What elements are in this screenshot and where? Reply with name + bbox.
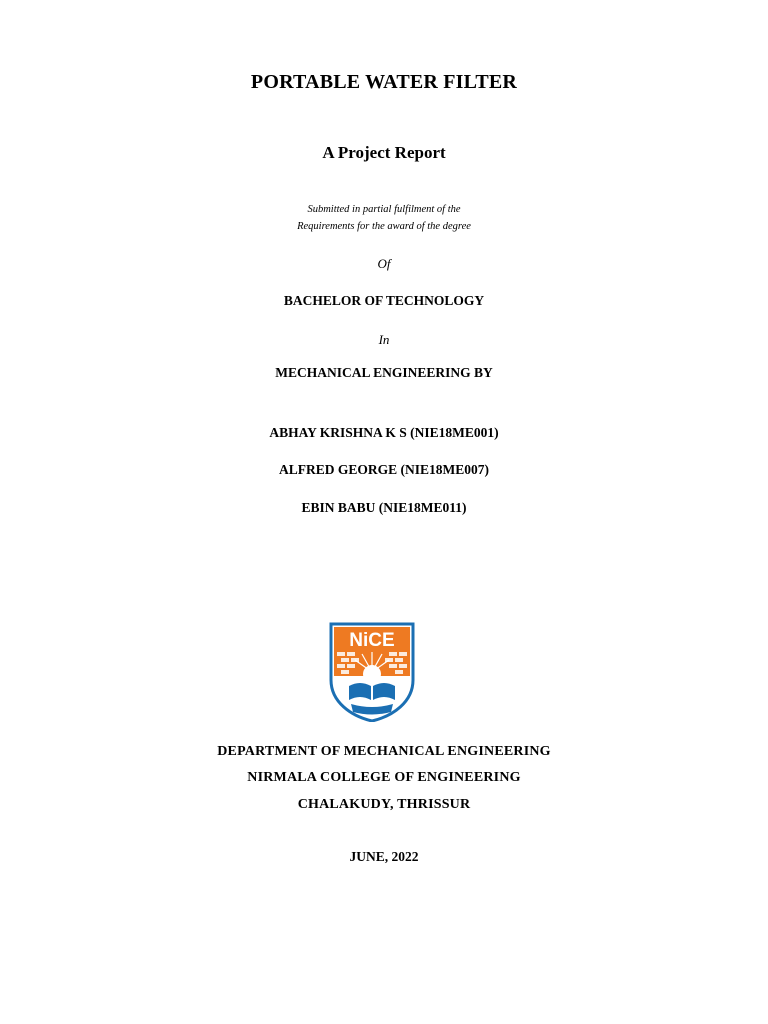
- nice-emblem: [329, 622, 415, 722]
- logo-text: NiCE: [349, 630, 395, 651]
- in-text: In: [378, 332, 390, 347]
- report-subtitle: A Project Report: [322, 143, 446, 162]
- student-name-2: ALFRED GEORGE (NIE18ME007): [278, 462, 489, 477]
- of-text: Of: [377, 256, 391, 271]
- report-date: JUNE, 2022: [349, 849, 419, 864]
- submitted-line-2: Requirements for the award of the degree: [297, 221, 471, 232]
- degree-name: BACHELOR OF TECHNOLOGY: [283, 293, 485, 308]
- submitted-line-1: Submitted in partial fulfilment of the: [307, 204, 461, 215]
- logo-sun: [363, 665, 381, 683]
- branch-name: MECHANICAL ENGINEERING BY: [275, 365, 493, 380]
- student-name-3: EBIN BABU (NIE18ME011): [301, 500, 467, 515]
- department-name: DEPARTMENT OF MECHANICAL ENGINEERING: [217, 744, 551, 759]
- college-name: NIRMALA COLLEGE OF ENGINEERING: [247, 770, 521, 785]
- college-location: CHALAKUDY, THRISSUR: [297, 797, 471, 812]
- student-name-1: ABHAY KRISHNA K S (NIE18ME001): [269, 425, 499, 440]
- report-title: PORTABLE WATER FILTER: [250, 71, 518, 93]
- college-logo: [329, 622, 415, 722]
